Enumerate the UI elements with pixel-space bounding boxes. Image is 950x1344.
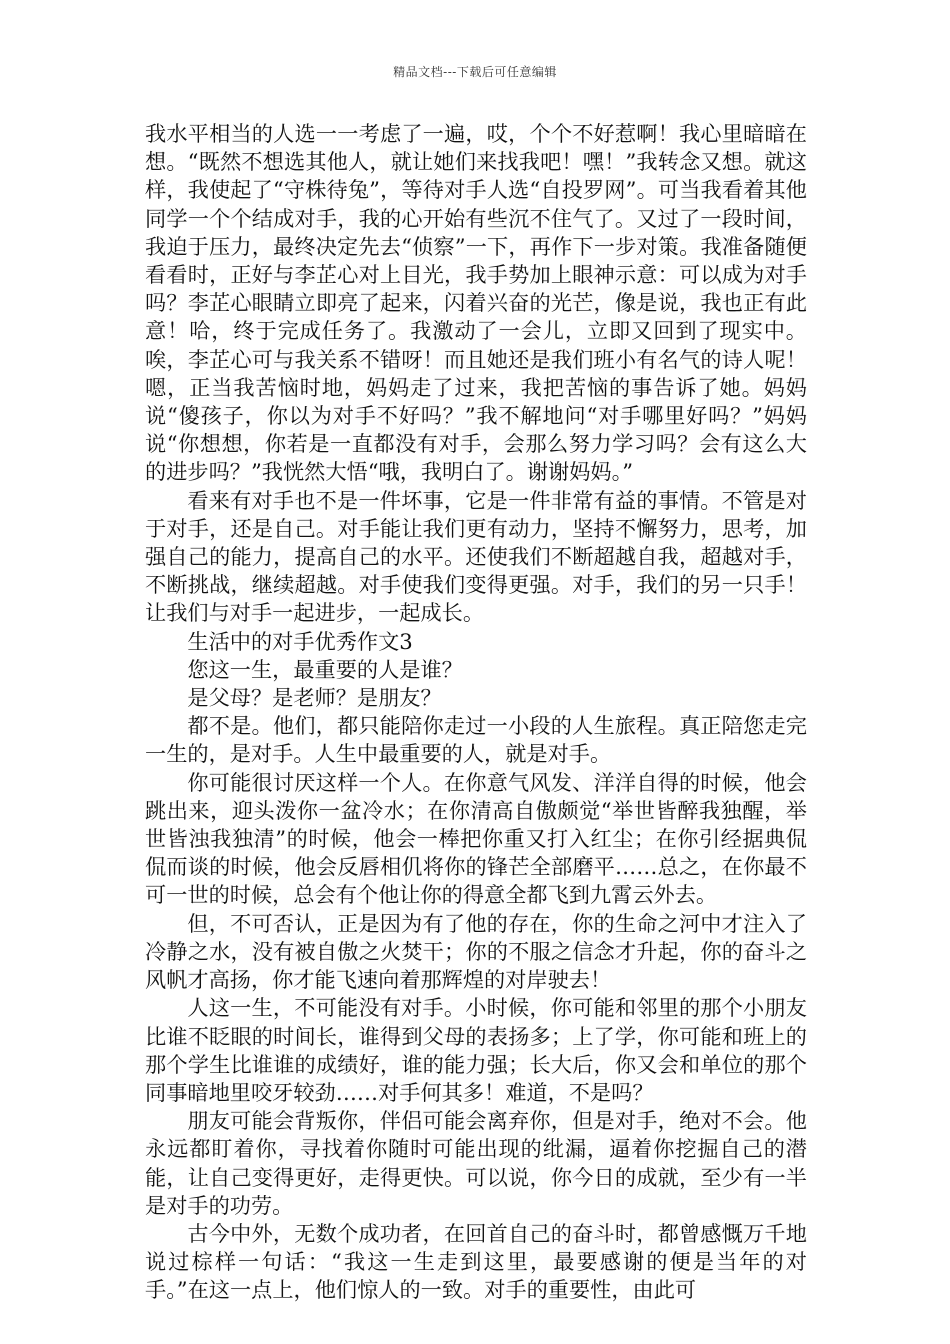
- paragraph-2: 看来有对手也不是一件坏事，它是一件非常有益的事情。不管是对于对手，还是自己。对手能让我们更有动力，坚持不懈努力，思考，加强自己的能力，提高自己的水平。还使我们不断超越自我，超越对手，不断挑战，继续超越。对手使我们变得更强。对手，我们的另一只手！让我们与对手一起进步，一起成长。: [145, 487, 807, 626]
- paragraph-dislike: 你可能很讨厌这样一个人。在你意气风发、洋洋自得的时候，他会跳出来，迎头泼你一盆冷水；在你清高自傲颇觉“举世皆醉我独醒，举世皆浊我独清”的时候，他会一棒把你重又打入红尘；在你引经据典侃侃而谈的时候，他会反唇相仉将你的锋芒全部磨平……总之，在你最不可一世的时候，总会有个他让你的得意全都飞到九霄云外去。: [145, 769, 807, 908]
- paragraph-however: 但，不可否认，正是因为有了他的存在，你的生命之河中才注入了冷静之水，没有被自傲之火焚干；你的不服之信念才升起，你的奋斗之风帆才高扬，你才能飞速向着那辉煌的对岸驶去！: [145, 910, 807, 993]
- paragraph-life: 人这一生，不可能没有对手。小时候，你可能和邻里的那个小朋友比谁不眨眼的时间长，谁得到父母的表扬多；上了学，你可能和班上的那个学生比谁谁的成绩好，谁的能力强；长大后，你又会和单位的那个同事暗地里咬牙较劲……对手何其多！难道，不是吗？: [145, 995, 807, 1105]
- page-header: 精品文档---下载后可任意编辑: [393, 65, 557, 79]
- paragraph-options: 是父母？是老师？是朋友？: [187, 685, 442, 711]
- paragraph-successful: 古今中外，无数个成功者，在回首自己的奋斗时，都曾感慨万千地说过棕样一句话：“我这一生走到这里，最要感谢的便是当年的对手。”在这一点上，他们惊人的一致。对手的重要性，由此可: [145, 1220, 807, 1303]
- document-body: [145, 120, 807, 1305]
- paragraph-answer: 都不是。他们，都只能陪你走过一小段的人生旅程。真正陪您走完一生的，是对手。人生中最重要的人，就是对手。: [145, 713, 807, 767]
- paragraph-question: 您这一生，最重要的人是谁？: [187, 656, 463, 682]
- paragraph-friends: 朋友可能会背叛你，伴侣可能会离弃你，但是对手，绝对不会。他永远都盯着你，寻找着你随时可能出现的纰漏，逼着你挖掘自己的潜能，让自己变得更好，走得更快。可以说，你今日的成就，至少有一半是对手的功劳。: [145, 1108, 807, 1218]
- essay-title: 生活中的对手优秀作文3: [187, 628, 413, 654]
- paragraph-1: 我水平相当的人选一一考虑了一遍，哎，个个不好惹啊！我心里暗暗在想。“既然不想选其他人，就让她们来找我吧！嘿！”我转念又想。就这样，我使起了“守株待兔”，等待对手人选“自投罗网”。可当我看着其他同学一个个结成对手，我的心开始有些沉不住气了。又过了一段时间，我迫于压力，最终决定先去“侦察”一下，再作下一步对策。我准备随便看看时，正好与李芷心对上目光，我手势加上眼神示意：可以成为对手吗？李芷心眼睛立即亮了起来，闪着兴奋的光芒，像是说，我也正有此意！哈，终于完成任务了。我激动了一会儿，立即又回到了现实中。唉，李芷心可与我关系不错呀！而且她还是我们班小有名气的诗人呢！嗯，正当我苦恼时地，妈妈走了过来，我把苦恼的事告诉了她。妈妈说“傻孩子，你以为对手不好吗？”我不解地问“对手哪里好吗？”妈妈说“你想想，你若是一直都没有对手，会那么努力学习吗？会有这么大的进步吗？”我恍然大悟“哦，我明白了。谢谢妈妈。”: [145, 121, 807, 485]
